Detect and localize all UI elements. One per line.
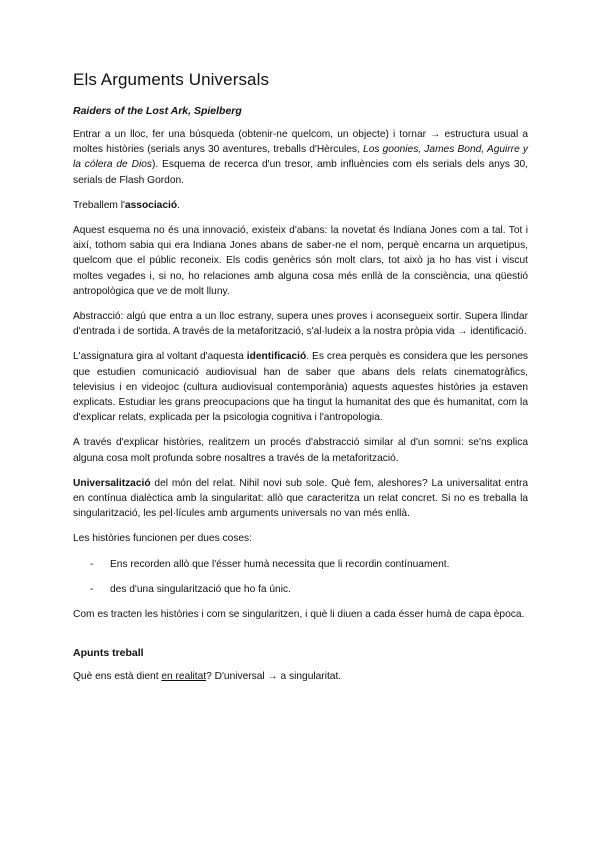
paragraph-association-text-a: Treballem l'	[73, 199, 125, 211]
paragraph-identification-keyword: identificació	[246, 351, 307, 363]
paragraph-association	[73, 198, 528, 213]
paragraph-identification-text-b: . Es crea perquès es considera que les persones que estudien comunicació audiovisual han de saber que abans dels relats cinematogràfics, televisius i en videojoc (cultura audiovisual contemporània) aquests aquestes històries ja estaven explicats. Estudiar les grans preocupacions que ha tingut la humanitat des que és humanitat, com la d'explicar relats, explicada per la psicologia cognitiva i l'antropologia.	[73, 351, 529, 424]
list-item	[73, 557, 528, 572]
paragraph-association-text-b: .	[177, 199, 180, 211]
paragraph-universalization	[73, 476, 528, 522]
list-bullet: -	[90, 558, 94, 570]
list-bullet: -	[90, 583, 94, 595]
paragraph-archetype: Aquest esquema no és una innovació, existeix d'abans: la novetat és Indiana Jones com a tal. Tot i així, tothom sabia qui era Indiana Jones abans de saber-ne el nom, perquè encarna un arquetipus, quelcom que el públic reconeix. Els codis genèrics són molt clars, tot això ja ho has vist i viscut moltes vegades i, si no, ho relaciones amb alguna cosa més enllà de la consciència, una qüestió antropològica que ve de molt lluny.	[73, 225, 528, 297]
paragraph-apunts-text-b: ? D'universal → a singularitat.	[206, 671, 342, 683]
section-heading-apunts: Apunts treball	[73, 647, 144, 660]
dash-list	[73, 557, 528, 597]
paragraph-dream: A través d'explicar històries, realitzem un procés d'abstracció similar al d'un somni: se'ns explica alguna cosa molt profunda sobre nosaltres a través de la metaforització.	[73, 437, 528, 464]
paragraph-apunts	[73, 669, 528, 684]
paragraph-intro	[73, 127, 528, 188]
paragraph-association-keyword: associació	[124, 199, 178, 211]
paragraph-universalization-text: del món del relat. Nihil novi sub sole. Què fem, aleshores? La universalitat entra en contínua dialèctica amb la singularitat: allò que caracteritza un relat concret. Si no es treballa la singularització, les pel·lícules amb arguments universals no van més enllà.	[73, 477, 528, 520]
document-body	[73, 70, 528, 694]
document-subtitle: Raiders of the Lost Ark, Spielberg	[73, 105, 242, 117]
document-title: Els Arguments Universals	[73, 70, 270, 89]
list-item-text: des d'una singularització que ho fa únic.	[110, 583, 291, 595]
paragraph-intro-text-b: ). Esquema de recerca d'un tresor, amb influències com els serials dels anys 30, serials de Flash Gordon.	[73, 159, 528, 186]
paragraph-abstraction: Abstracció: algú que entra a un lloc estrany, supera unes proves i aconsegueix sortir. Supera llindar d'entrada i de sortida. A través de la metaforització, s'al·ludeix a la nostra pròpia vida → identificació.	[73, 311, 528, 338]
paragraph-identification-text-a: L'assignatura gira al voltant d'aquesta	[73, 351, 247, 363]
paragraph-two-things: Les històries funcionen per dues coses:	[73, 533, 252, 545]
paragraph-apunts-underlined: en realitat	[161, 671, 207, 683]
list-item-text: Ens recorden allò que l'ésser humà necessita que li recordin contínuament.	[110, 558, 450, 570]
paragraph-closing: Com es tracten les històries i com se singularitzen, i què li diuen a cada ésser humà de capa època.	[73, 609, 525, 621]
list-item	[73, 582, 528, 597]
paragraph-intro-film-titles: Los goonies, James Bond, Aguirre y la cólera de Dios	[73, 144, 528, 171]
paragraph-universalization-keyword: Universalització	[73, 477, 151, 489]
paragraph-intro-text-a: Entrar a un lloc, fer una búsqueda (obtenir-ne quelcom, un objecte) i tornar → estructura usual a moltes històries (serials anys 30 aventures, treballs d'Hèrcules,	[73, 129, 528, 156]
paragraph-apunts-text-a: Què ens està dient	[73, 671, 162, 683]
paragraph-identification	[73, 349, 528, 425]
